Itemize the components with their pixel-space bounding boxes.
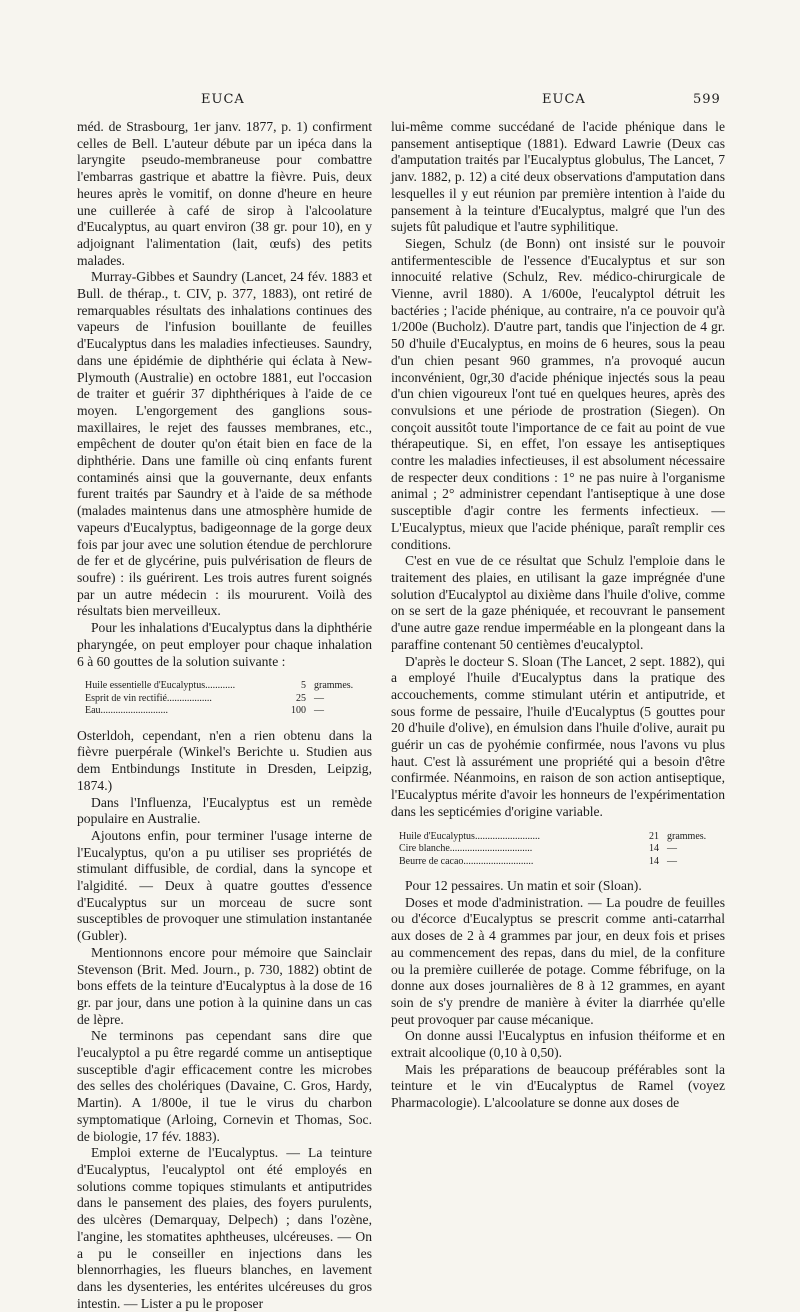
recipe-row: [399, 831, 725, 844]
ingredient-qty: 25: [296, 692, 306, 704]
paragraph: Osterldoh, cependant, n'en a rien obtenu dans la fièvre puerpérale (Winkel's Berichte u. Studien aus dem Entbindungs Institute in Dresden, Leipzig, 1874.): [77, 727, 372, 793]
paragraph: Ajoutons enfin, pour terminer l'usage interne de l'Eucalyptus, qu'on a pu utiliser ses propriétés de stimulant diffusible, de cordial, dans la syncope et l'algidité. — Deux à quatre gouttes d'essence d'Eucalyptus sur un morceau de sucre sont susceptibles de provoquer une stimulation instantanée (Gubler).: [77, 827, 372, 944]
paragraph: Dans l'Influenza, l'Eucalyptus est un remède populaire en Australie.: [77, 794, 372, 827]
ingredient-unit: —: [667, 843, 677, 855]
ingredient-qty: 14: [649, 843, 659, 855]
recipe-table: [399, 831, 725, 869]
ingredient-unit: grammes.: [314, 680, 354, 692]
ingredient-name: Huile essentielle d'Eucalyptus............: [85, 680, 236, 692]
ingredient-unit: grammes.: [667, 830, 707, 842]
paragraph: Emploi externe de l'Eucalyptus. — La teinture d'Eucalyptus, l'eucalyptol ont été employés en solutions comme topiques stimulants et antiputrides dans le pansement des plaies, des foyers purulents, des ulcères (Demarquay, Delpech) ; dans l'ozène, l'angine, les stomatites aphtheuses, ulcéreuses. — On a pu le conseiller en injections dans les blennorrhagies, les flueurs blanches, en lavement dans les dysenteries, les entérites ulcéreuses du gros intestin. — Lister a pu le proposer: [77, 1145, 372, 1311]
paragraph: lui-même comme succédané de l'acide phénique dans le pansement antiseptique (1881). Edward Lawrie (Deux cas d'amputation traités par l'Eucalyptus globulus, The Lancet, 7 janv. 1882, p. 12) a cité deux observations d'amputation dans lesquelles il y eut réunion par première intention à l'aide du pansement à la teinture d'Eucalyptus, malgré que l'un des sujets fût paludique et l'autre syphilitique.: [391, 119, 725, 235]
paragraph: Mais les préparations de beaucoup préférables sont la teinture et le vin d'Eucalyptus de Ramel (voyez Pharmacologie). L'alcoolature se donne aux doses de: [391, 1061, 725, 1111]
ingredient-unit: —: [314, 692, 324, 704]
ingredient-name: Eau...........................: [85, 705, 169, 717]
ingredient-name: Beurre de cacao............................: [399, 855, 534, 867]
ingredient-qty: 100: [291, 705, 306, 717]
ingredient-name: Esprit de vin rectifié..................: [85, 692, 212, 704]
paragraph: Pour 12 pessaires. Un matin et soir (Sloan).: [405, 878, 642, 894]
paragraph: C'est en vue de ce résultat que Schulz l'emploie dans le traitement des plaies, en utilisant la gaze imprégnée d'une solution d'Eucalyptol au dixième dans l'huile d'olive, comme on se sert de la gaze phéniquée, et recouvrant le pansement d'une autre gaze rendue imperméable en la plongeant dans la paraffine contenant 50 centièmes d'eucalyptol.: [391, 553, 725, 652]
paragraph: D'après le docteur S. Sloan (The Lancet, 2 sept. 1882), qui a employé l'huile d'Eucalyptus dans la pratique des accouchements, comme stimulant utérin et antiputride, et sous forme de pessaire, l'huile d'Eucalyptus (5 gouttes pour 20 d'huile d'olive), en émulsion dans l'huile d'olive, aurait pu guérir un cas de pyohémie confirmée, nous l'avons vu plus haut. C'est là assurément une propriété qui a besoin d'être confirmée. Néanmoins, en raison de son action antiseptique, l'Eucalyptus mérite d'avoir les honneurs de l'expérimentation dans les septicémies d'origine variable.: [391, 653, 725, 819]
recipe-row: [399, 856, 725, 869]
ingredient-qty: 21: [649, 830, 659, 842]
ingredient-qty: 14: [649, 855, 659, 867]
paragraph: Mentionnons encore pour mémoire que Sainclair Stevenson (Brit. Med. Journ., p. 730, 1882) obtint de bons effets de la teinture d'Eucalyptus à la dose de 16 gr. par jour, dans une potion à la quinine dans un cas de lèpre.: [77, 944, 372, 1027]
paragraph: Pour les inhalations d'Eucalyptus dans la diphthérie pharyngée, on peut employer pour chaque inhalation 6 à 60 gouttes de la solution suivante :: [77, 620, 372, 669]
left-column: [77, 119, 372, 1312]
right-column: [391, 119, 725, 1112]
ingredient-qty: 5: [301, 680, 306, 692]
paragraph: méd. de Strasbourg, 1er janv. 1877, p. 1) confirment celles de Bell. L'auteur débute par un ipéca dans la laryngite pseudo-membraneuse pour combattre l'embarras gastrique et abattre la fièvre. Puis, deux heures après le vomitif, on donne d'heure en heure une cuillerée à café de sirop à l'alcoolature d'Eucalyptus, au quart environ (38 gr. pour 10), en y adjoignant l'alimentation (lait, œufs) des petits malades.: [77, 119, 372, 268]
page-number: 599: [693, 92, 721, 107]
ingredient-name: Huile d'Eucalyptus..........................: [399, 830, 540, 842]
paragraph: Doses et mode d'administration. — La poudre de feuilles ou d'écorce d'Eucalyptus se prescrit comme anti-catarrhal aux doses de 2 à 4 grammes par jour, en deux fois et prises au commencement des repas, dans du miel, de la confiture ou la première cuillerée de potage. Comme fébrifuge, on la donne aux doses journalières de 8 à 12 grammes, en ayant soin de s'y prendre de manière à éviter la diarrhée qu'elle peut provoquer par cause mécanique.: [391, 894, 725, 1027]
ingredient-name: Cire blanche.................................: [399, 843, 533, 855]
paragraph: Ne terminons pas cependant sans dire que l'eucalyptol a pu être regardé comme un antiseptique susceptible d'agir efficacement contre les microbes des selles des cholériques (Davaine, C. Gros, Hardy, Martin). A 1/800e, il tue le virus du charbon symptomatique (Arloing, Cornevin et Thomas, Soc. de biologie, 17 fév. 1883).: [77, 1028, 372, 1144]
ingredient-unit: —: [667, 855, 677, 867]
left-running-head: EUCA: [201, 92, 245, 107]
recipe-row: [85, 693, 372, 706]
ingredient-unit: —: [314, 705, 324, 717]
recipe-table: [85, 680, 372, 718]
recipe-row: [399, 843, 725, 856]
paragraph: Siegen, Schulz (de Bonn) ont insisté sur le pouvoir antifermentescible de l'essence d'Eucalyptus et sur son innocuité relative (Schulz, Rev. médico-chirurgicale de Vienne, avril 1880). A 1/600e, l'eucalyptol détruit les bactéries ; l'acide phénique, au contraire, n'a ce pouvoir qu'à 1/200e (Bucholz). D'autre part, tandis que l'injection de 4 gr. 50 d'huile d'Eucalyptus, en moins de 6 heures, sous la peau d'un chien pesant 960 grammes, n'a provoqué aucun inconvénient, 0gr,30 d'acide phénique injectés sous la peau d'un chien vigoureux l'ont tué en quelques heures, après des convulsions et une période de prostration (Siegen). On conçoit aussitôt toute l'importance de ce fait au point de vue thérapeutique. Si, en effet, l'on essaye les antiseptiques contre les maladies infectieuses, il est absolument nécessaire de respecter deux conditions : 1° ne pas nuire à l'organisme animal ; 2° administrer cependant l'antiseptique à une dose susceptible d'agir contre les ferments infectieux. — L'Eucalyptus, mieux que l'acide phénique, paraît remplir ces conditions.: [391, 235, 725, 552]
paragraph: On donne aussi l'Eucalyptus en infusion théiforme et en extrait alcoolique (0,10 à 0,50).: [391, 1028, 725, 1061]
paragraph: Murray-Gibbes et Saundry (Lancet, 24 fév. 1883 et Bull. de thérap., t. CIV, p. 377, 1883), ont retiré de remarquables résultats des inhalations continues des vapeurs de l'infusion bouillante de feuilles d'Eucalyptus dans les maladies infectieuses. Saundry, dans une épidémie de diphthérie qui éclata à New-Plymouth (Australie) en octobre 1881, eut l'occasion de traiter et guérir 37 diphthériques à l'aide de ce moyen. L'engorgement des ganglions sous-maxillaires, le rejet des fausses membranes, etc., empêchent de douter qu'on était bien en face de la diphthérie. Dans une famille où cinq enfants furent contaminés ainsi que la gouvernante, deux enfants furent traités par Saundry et à l'aide de sa méthode (malades maintenus dans une atmosphère humide de vapeurs d'Eucalyptus, badigeonnage de la gorge deux fois par jour avec une solution étendue de perchlorure de fer et de glycérine, puis pulvérisation de fleurs de soufre) : ils guérirent. Les trois autres furent soignés par un autre médecin : ils moururent. Voilà des résultats bien merveilleux.: [77, 269, 372, 619]
recipe-row: [85, 705, 372, 718]
right-running-head: EUCA: [542, 92, 586, 107]
recipe-row: [85, 680, 372, 693]
